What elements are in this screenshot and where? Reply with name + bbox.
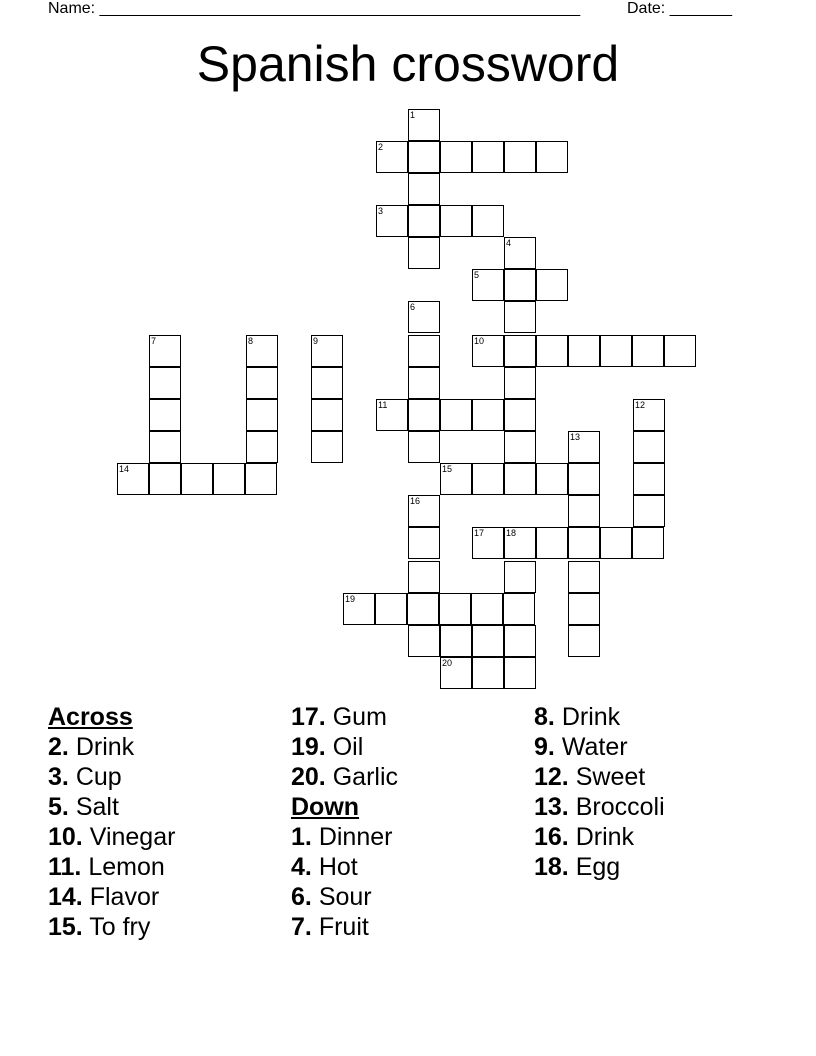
clue-text: Hot — [318, 853, 358, 881]
grid-cell[interactable] — [633, 463, 665, 495]
clue-text: Dinner — [318, 823, 393, 851]
grid-cell[interactable] — [440, 463, 472, 495]
cell-number: 8 — [248, 336, 254, 346]
grid-cell[interactable] — [471, 593, 503, 625]
grid-cell[interactable] — [246, 335, 278, 367]
cell-number: 10 — [474, 336, 485, 346]
cell-number: 1 — [410, 110, 416, 120]
clue-across-5 — [48, 792, 175, 822]
clue-number: 16. — [534, 823, 569, 851]
clue-number: 4. — [291, 853, 312, 881]
clue-text: Oil — [332, 733, 364, 761]
cell-number: 18 — [506, 528, 517, 538]
clue-down-13 — [534, 792, 665, 822]
clue-text: Egg — [575, 853, 621, 881]
clue-number: 18. — [534, 853, 569, 881]
clue-text: Garlic — [332, 763, 399, 791]
clue-across-20 — [291, 762, 398, 792]
grid-cell[interactable] — [311, 431, 343, 463]
cell-number: 13 — [570, 432, 581, 442]
grid-cell[interactable] — [568, 495, 600, 527]
grid-cell[interactable] — [376, 205, 408, 237]
grid-cell[interactable] — [149, 431, 181, 463]
clue-text: Water — [561, 733, 628, 761]
clue-number: 7. — [291, 913, 312, 941]
grid-cell[interactable] — [568, 625, 600, 657]
cell-number: 6 — [410, 302, 416, 312]
grid-cell[interactable] — [504, 301, 536, 333]
grid-cell[interactable] — [375, 593, 407, 625]
clue-text: Cup — [75, 763, 122, 791]
grid-cell[interactable] — [472, 399, 504, 431]
clue-number: 20. — [291, 763, 326, 791]
down-heading: Down — [291, 793, 360, 821]
clue-text: Sour — [318, 883, 372, 911]
grid-cell[interactable] — [504, 561, 536, 593]
clue-text: Flavor — [89, 883, 160, 911]
grid-cell[interactable] — [504, 399, 536, 431]
clue-number: 8. — [534, 703, 555, 731]
clue-number: 13. — [534, 793, 569, 821]
grid-cell[interactable] — [504, 367, 536, 399]
cell-number: 16 — [410, 496, 421, 506]
cell-number: 5 — [474, 270, 480, 280]
clue-across-15 — [48, 912, 175, 942]
clue-down-16 — [534, 822, 665, 852]
grid-cell[interactable] — [536, 141, 568, 173]
grid-cell[interactable] — [213, 463, 245, 495]
grid-cell[interactable] — [408, 301, 440, 333]
grid-cell[interactable] — [408, 205, 440, 237]
grid-cell[interactable] — [149, 367, 181, 399]
cell-number: 20 — [442, 658, 453, 668]
grid-cell[interactable] — [664, 335, 696, 367]
clue-number: 10. — [48, 823, 83, 851]
grid-cell[interactable] — [440, 205, 472, 237]
clue-text: Drink — [75, 733, 135, 761]
grid-cell[interactable] — [632, 527, 664, 559]
grid-cell[interactable] — [149, 463, 181, 495]
grid-cell[interactable] — [408, 561, 440, 593]
grid-cell[interactable] — [504, 463, 536, 495]
grid-cell[interactable] — [408, 367, 440, 399]
clue-text: To fry — [89, 913, 151, 941]
grid-cell[interactable] — [117, 463, 149, 495]
grid-cell[interactable] — [504, 141, 536, 173]
clue-column-2 — [291, 702, 398, 942]
clue-text: Salt — [75, 793, 119, 821]
grid-cell[interactable] — [472, 205, 504, 237]
clue-down-8 — [534, 702, 665, 732]
clue-across-10 — [48, 822, 175, 852]
cell-number: 9 — [313, 336, 319, 346]
grid-cell[interactable] — [504, 269, 536, 301]
grid-cell[interactable] — [439, 593, 471, 625]
grid-cell[interactable] — [633, 431, 665, 463]
cell-number: 7 — [151, 336, 157, 346]
clue-column-1 — [48, 702, 175, 942]
grid-cell[interactable] — [246, 367, 278, 399]
clue-down-12 — [534, 762, 665, 792]
clue-across-14 — [48, 882, 175, 912]
grid-cell[interactable] — [472, 625, 504, 657]
cell-number: 15 — [442, 464, 453, 474]
grid-cell[interactable] — [311, 399, 343, 431]
grid-cell[interactable] — [536, 269, 568, 301]
clue-text: Broccoli — [575, 793, 665, 821]
grid-cell[interactable] — [503, 593, 535, 625]
cell-number: 3 — [378, 206, 384, 216]
cell-number: 17 — [474, 528, 485, 538]
grid-cell[interactable] — [633, 495, 665, 527]
clue-text: Fruit — [318, 913, 369, 941]
grid-cell[interactable] — [472, 269, 504, 301]
clue-number: 6. — [291, 883, 312, 911]
clue-down-9 — [534, 732, 665, 762]
clue-number: 5. — [48, 793, 69, 821]
clue-text: Drink — [561, 703, 621, 731]
grid-cell[interactable] — [408, 173, 440, 205]
grid-cell[interactable] — [568, 593, 600, 625]
grid-cell[interactable] — [246, 399, 278, 431]
clue-down-18 — [534, 852, 665, 882]
grid-cell[interactable] — [408, 141, 440, 173]
clue-text: Vinegar — [89, 823, 176, 851]
clue-across-17 — [291, 702, 398, 732]
grid-cell[interactable] — [568, 431, 600, 463]
grid-cell[interactable] — [440, 657, 472, 689]
across-heading: Across — [48, 703, 133, 731]
grid-cell[interactable] — [245, 463, 277, 495]
grid-cell[interactable] — [408, 431, 440, 463]
name-field-label: Name: ______________________________________________________ — [48, 0, 581, 17]
clue-across-11 — [48, 852, 175, 882]
grid-cell[interactable] — [568, 335, 600, 367]
clue-text: Gum — [332, 703, 387, 731]
grid-cell[interactable] — [440, 141, 472, 173]
clue-number: 3. — [48, 763, 69, 791]
clue-column-3 — [534, 702, 665, 882]
grid-cell[interactable] — [568, 561, 600, 593]
grid-cell[interactable] — [536, 527, 568, 559]
grid-cell[interactable] — [568, 527, 600, 559]
grid-cell[interactable] — [440, 399, 472, 431]
grid-cell[interactable] — [311, 335, 343, 367]
grid-cell[interactable] — [632, 335, 664, 367]
clue-number: 12. — [534, 763, 569, 791]
grid-cell[interactable] — [408, 527, 440, 559]
grid-cell[interactable] — [504, 625, 536, 657]
grid-cell[interactable] — [408, 237, 440, 269]
grid-cell[interactable] — [311, 367, 343, 399]
clue-down-4 — [291, 852, 398, 882]
clue-number: 19. — [291, 733, 326, 761]
grid-cell[interactable] — [408, 495, 440, 527]
grid-cell[interactable] — [504, 335, 536, 367]
clue-text: Drink — [575, 823, 635, 851]
grid-cell[interactable] — [440, 625, 472, 657]
cell-number: 19 — [345, 594, 356, 604]
clue-across-2 — [48, 732, 175, 762]
grid-cell[interactable] — [149, 335, 181, 367]
grid-cell[interactable] — [504, 431, 536, 463]
clue-text: Lemon — [88, 853, 165, 881]
clue-number: 9. — [534, 733, 555, 761]
grid-cell[interactable] — [472, 657, 504, 689]
grid-cell[interactable] — [408, 335, 440, 367]
clue-number: 11. — [48, 853, 82, 881]
grid-cell[interactable] — [536, 335, 568, 367]
grid-cell[interactable] — [408, 625, 440, 657]
grid-cell[interactable] — [246, 431, 278, 463]
grid-cell[interactable] — [407, 593, 439, 625]
grid-cell[interactable] — [376, 141, 408, 173]
grid-cell[interactable] — [472, 141, 504, 173]
clue-across-3 — [48, 762, 175, 792]
grid-cell[interactable] — [181, 463, 213, 495]
grid-cell[interactable] — [504, 657, 536, 689]
cell-number: 14 — [119, 464, 130, 474]
grid-cell[interactable] — [536, 463, 568, 495]
grid-cell[interactable] — [600, 335, 632, 367]
grid-cell[interactable] — [633, 399, 665, 431]
cell-number: 2 — [378, 142, 384, 152]
grid-cell[interactable] — [343, 593, 375, 625]
cell-number: 11 — [378, 400, 388, 410]
clue-text: Sweet — [575, 763, 646, 791]
clue-down-7 — [291, 912, 398, 942]
grid-cell[interactable] — [472, 335, 504, 367]
grid-cell[interactable] — [568, 463, 600, 495]
clue-across-19 — [291, 732, 398, 762]
grid-cell[interactable] — [376, 399, 408, 431]
cell-number: 12 — [635, 400, 646, 410]
clue-number: 1. — [291, 823, 312, 851]
clue-down-1 — [291, 822, 398, 852]
grid-cell[interactable] — [504, 527, 536, 559]
clue-number: 17. — [291, 703, 326, 731]
clue-number: 2. — [48, 733, 69, 761]
grid-cell[interactable] — [504, 237, 536, 269]
grid-cell[interactable] — [472, 527, 504, 559]
grid-cell[interactable] — [472, 463, 504, 495]
grid-cell[interactable] — [149, 399, 181, 431]
grid-cell[interactable] — [600, 527, 632, 559]
page-title: Spanish crossword — [196, 36, 620, 92]
clue-number: 14. — [48, 883, 83, 911]
grid-cell[interactable] — [408, 109, 440, 141]
clue-number: 15. — [48, 913, 83, 941]
clue-down-6 — [291, 882, 398, 912]
grid-cell[interactable] — [408, 399, 440, 431]
date-field-label: Date: _______ — [627, 0, 732, 17]
cell-number: 4 — [506, 238, 512, 248]
